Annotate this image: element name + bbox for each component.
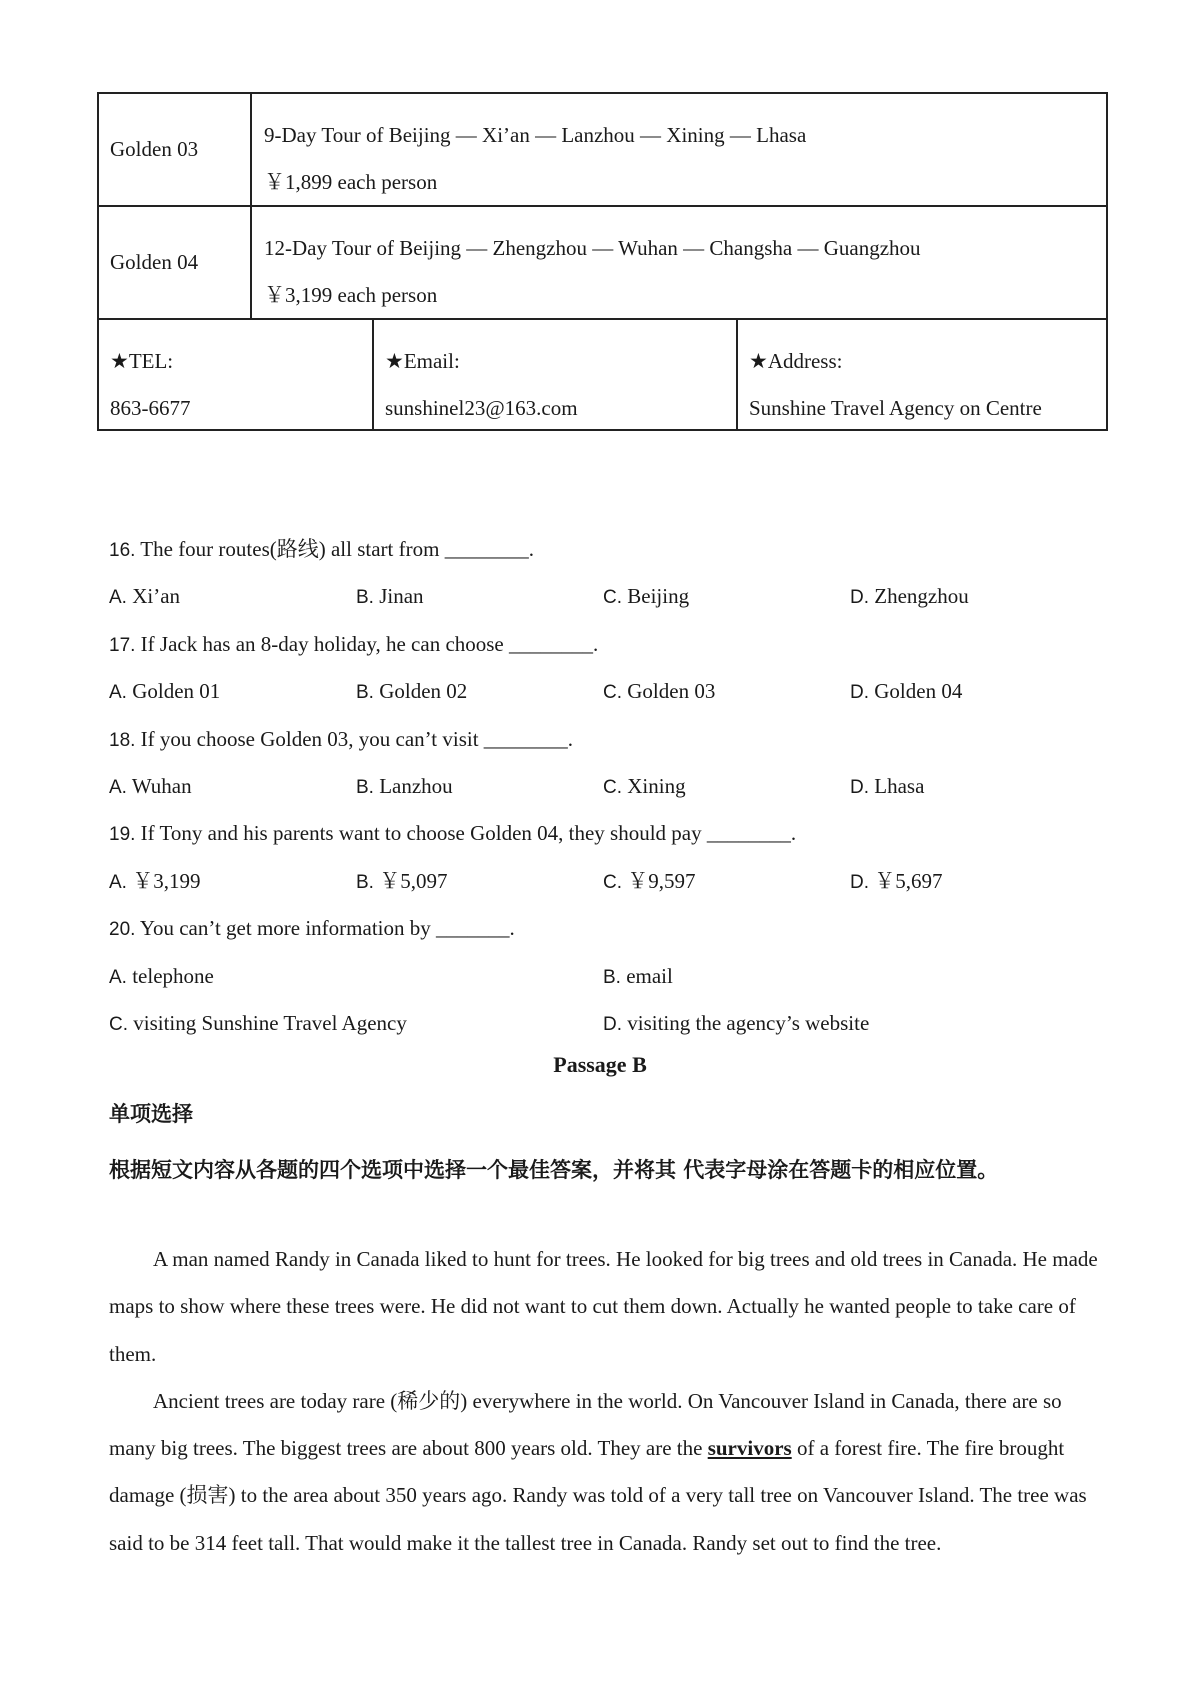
email-value: sunshinel23@163.com — [385, 396, 578, 420]
tour-row-golden-04 — [97, 205, 1108, 318]
question-text: If Tony and his parents want to choose Golden 04, they should pay ________. — [135, 821, 797, 846]
question-16 — [109, 526, 1109, 573]
option-text: Golden 04 — [869, 679, 963, 704]
option-letter: D. — [850, 587, 869, 609]
question-18 — [109, 716, 1109, 763]
option-letter: D. — [850, 682, 869, 704]
option-c[interactable] — [603, 858, 850, 905]
question-number: 18. — [109, 729, 136, 751]
option-letter: A. — [109, 776, 127, 798]
option-text: Golden 02 — [373, 679, 468, 704]
option-letter: C. — [603, 587, 622, 609]
option-b[interactable] — [356, 858, 603, 905]
tour-route: 9-Day Tour of Beijing — Xi’an — Lanzhou — Xining — Lhasa — [264, 123, 807, 147]
section-label: 单项选择 — [109, 1102, 193, 1126]
option-letter: B. — [356, 587, 374, 609]
tel-value: 863-6677 — [110, 396, 191, 420]
option-d[interactable] — [850, 763, 1097, 810]
option-b[interactable] — [356, 763, 603, 810]
option-c[interactable] — [109, 1000, 603, 1047]
option-b[interactable] — [356, 668, 603, 715]
address-value: Sunshine Travel Agency on Centre — [749, 396, 1042, 420]
options-19 — [109, 858, 1109, 905]
tel-cell — [99, 320, 374, 429]
option-letter: D. — [850, 871, 869, 893]
option-letter: D. — [850, 776, 869, 798]
question-number: 20. — [109, 919, 136, 941]
question-number: 16. — [109, 540, 136, 561]
option-letter: C. — [109, 1013, 128, 1035]
question-19 — [109, 810, 1109, 857]
option-c[interactable] — [603, 763, 850, 810]
tour-detail — [252, 94, 1106, 205]
options-20-row1 — [109, 953, 1109, 1000]
option-letter: C. — [603, 776, 622, 798]
option-letter: B. — [603, 966, 621, 988]
option-text: email — [620, 963, 673, 988]
tour-table — [97, 92, 1108, 431]
question-number: 17. — [109, 634, 136, 656]
option-text: telephone — [126, 963, 214, 988]
option-letter: A. — [109, 871, 127, 893]
option-text: Jinan — [373, 584, 424, 609]
option-text: Lhasa — [869, 773, 925, 798]
tour-code: Golden 03 — [99, 94, 252, 205]
address-label: ★Address: — [749, 349, 843, 373]
option-b[interactable] — [356, 573, 603, 620]
option-text: Xining — [622, 773, 686, 798]
option-text: Golden 01 — [126, 679, 221, 704]
option-text: ￥9,597 — [622, 868, 696, 893]
option-c[interactable] — [603, 668, 850, 715]
option-text: ￥5,097 — [373, 868, 448, 893]
option-letter: A. — [109, 682, 127, 704]
passage-body — [109, 1236, 1099, 1567]
option-text: Wuhan — [126, 773, 192, 798]
contact-row — [97, 318, 1108, 431]
tour-row-golden-03 — [97, 92, 1108, 205]
email-label: ★Email: — [385, 349, 460, 373]
tour-price: ￥1,899 each person — [264, 170, 438, 194]
question-20 — [109, 905, 1109, 952]
question-text: The four routes(路线) all start from ________. — [135, 537, 534, 561]
instruction-text: 根据短文内容从各题的四个选项中选择一个最佳答案，并将其 代表字母涂在答题卡的相应位置。 — [109, 1158, 999, 1182]
tel-label: ★TEL: — [110, 349, 174, 373]
passage-paragraph-2 — [109, 1378, 1099, 1567]
option-letter: C. — [603, 682, 622, 704]
option-letter: B. — [356, 776, 374, 798]
question-text: If you choose Golden 03, you can’t visit ________. — [135, 726, 574, 751]
option-letter: B. — [356, 871, 374, 893]
question-17 — [109, 621, 1109, 668]
option-text: visiting the agency’s website — [622, 1010, 870, 1035]
option-text: ￥5,697 — [869, 868, 943, 893]
paragraph-text: Ancient trees are today rare (稀少的) everywhere in the world. On Vancouver Island in Canada, there are so many big trees. The biggest trees are about 800 years old. They are the — [109, 1388, 1062, 1461]
option-a[interactable] — [109, 953, 603, 1000]
address-cell — [738, 320, 1106, 429]
keyword-underlined: survivors — [707, 1436, 792, 1461]
options-18 — [109, 763, 1109, 810]
question-text: If Jack has an 8-day holiday, he can choose ________. — [135, 631, 599, 656]
tour-detail — [252, 207, 1106, 318]
option-letter: A. — [109, 587, 127, 609]
tour-code: Golden 04 — [99, 207, 252, 318]
option-b[interactable] — [603, 953, 1097, 1000]
option-text: Zhengzhou — [869, 584, 969, 609]
option-a[interactable] — [109, 573, 356, 620]
email-cell — [374, 320, 738, 429]
option-text: Golden 03 — [622, 679, 716, 704]
option-text: Beijing — [622, 584, 690, 609]
option-c[interactable] — [603, 573, 850, 620]
option-text: ￥3,199 — [126, 868, 201, 893]
option-d[interactable] — [850, 573, 1097, 620]
option-d[interactable] — [603, 1000, 1097, 1047]
passage-title: Passage B — [553, 1052, 647, 1077]
question-block — [109, 526, 1109, 1047]
options-16 — [109, 573, 1109, 620]
passage-paragraph-1: A man named Randy in Canada liked to hunt for trees. He looked for big trees and old trees in Canada. He made maps to show where these trees were. He did not want to cut them down. Actually he wanted people to take care of them. — [109, 1247, 1098, 1366]
option-text: Lanzhou — [373, 773, 453, 798]
option-letter: A. — [109, 966, 127, 988]
option-a[interactable] — [109, 858, 356, 905]
tour-route: 12-Day Tour of Beijing — Zhengzhou — Wuhan — Changsha — Guangzhou — [264, 236, 921, 260]
question-number: 19. — [109, 824, 136, 846]
options-20-row2 — [109, 1000, 1109, 1047]
paragraph-text: of a forest fire. The fire brought damage (损害) to the area about 350 years ago. Randy was told of a very tall tree on Vancouver Island. The tree was said to be 314 feet tall. That would make it the tallest tree in Canada. Randy set out to find the tree. — [109, 1436, 1087, 1555]
tour-price: ￥3,199 each person — [264, 283, 438, 307]
option-a[interactable] — [109, 763, 356, 810]
option-text: visiting Sunshine Travel Agency — [128, 1010, 407, 1035]
question-text: You can’t get more information by _______. — [135, 916, 515, 941]
option-letter: D. — [603, 1013, 622, 1035]
options-17 — [109, 668, 1109, 715]
option-text: Xi’an — [126, 584, 181, 609]
option-d[interactable] — [850, 668, 1097, 715]
option-letter: C. — [603, 871, 622, 893]
option-a[interactable] — [109, 668, 356, 715]
option-d[interactable] — [850, 858, 1097, 905]
option-letter: B. — [356, 682, 374, 704]
